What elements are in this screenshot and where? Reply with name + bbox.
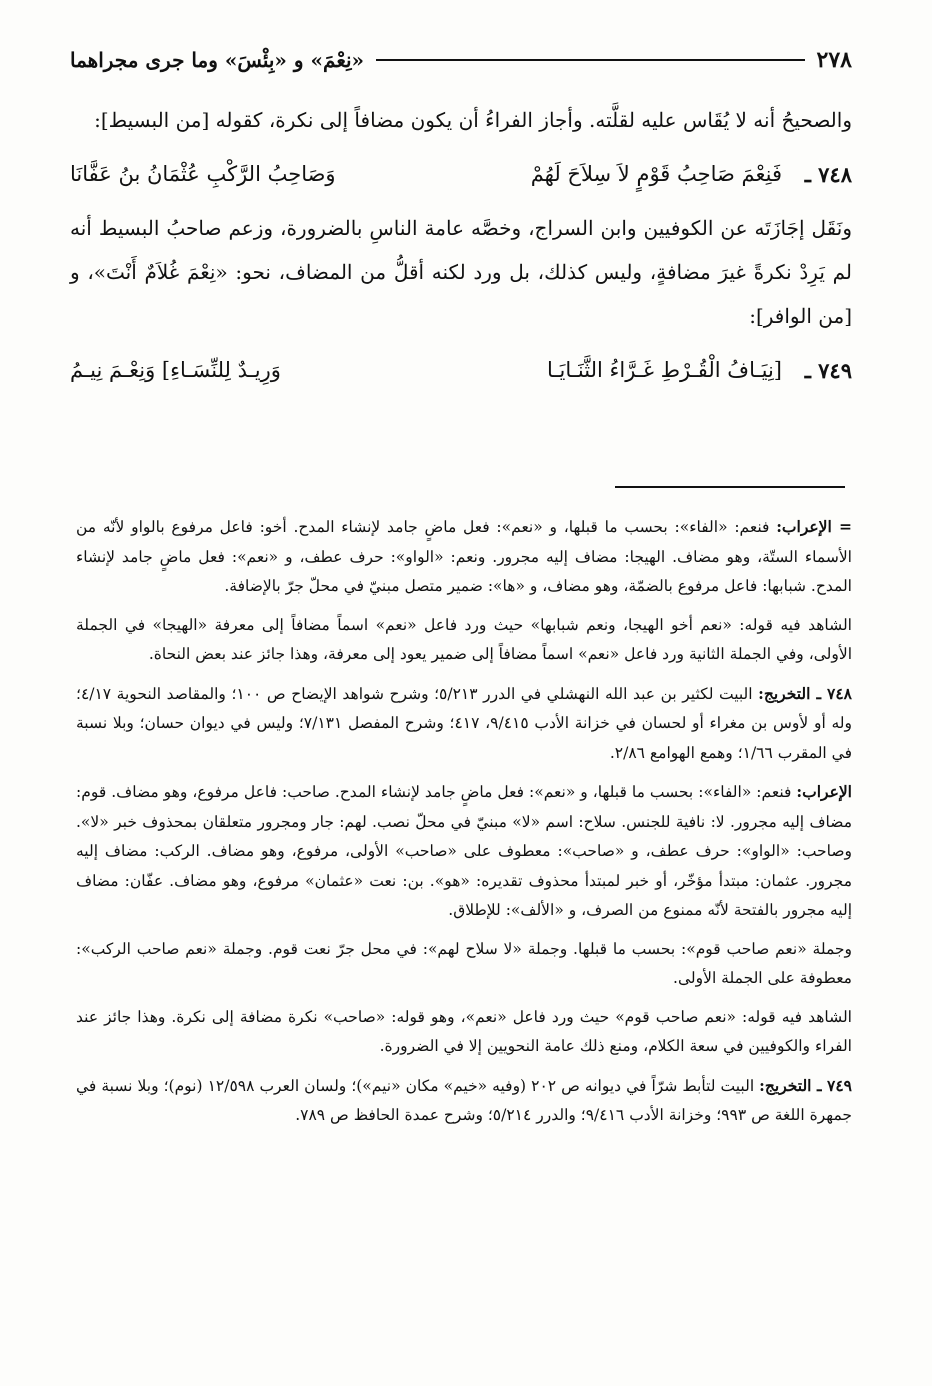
verse-number: ٧٤٩ ـ: [804, 357, 852, 383]
note-text: فنعم: «الفاء»: بحسب ما قبلها، و «نعم»: فعل ماضٍ جامد لإنشاء المدح. صاحب: فاعل مرفوع، وهو مضاف. قوم: مضاف إليه مجرور. لا: نافية للجنس. سلاح: اسم «لا» مبنيّ في محلّ نصب. لهم: جار ومجرور متعلقان بمحذوف خبر «لا». وصاحب: «الواو»: حرف عطف، و «صاحب»: معطوف على «صاحب» الأولى، مرفوع، وهو مضاف. الركب: مضاف إليه مجرور. عثمان: مبتدأ مؤخّر، أو خبر لمبتدأ محذوف تقديره: «هو». بن: نعت «عثمان» مرفوع، وهو مضاف. عفّان: مضاف إليه مجرور بالفتحة لأنّه ممنوع من الصرف، و «الألف»: للإطلاق.: [76, 783, 852, 919]
note-heading: = الإعراب:: [776, 517, 852, 536]
verse-748: [70, 142, 852, 206]
header-rule: [376, 59, 805, 61]
footnote-takhrij-748: [76, 679, 852, 769]
paragraph-2: ونَقَل إجَازَتَه عن الكوفيين وابن السراج، وخصَّه عامة الناسِ بالضرورة، وزعم صاحبُ البسيط أنه لم يَرِدْ نكرةً غيرَ مضافةٍ، وليس كذلك، بل ورد لكنه أقلُّ من المضاف، نحو: «نِعْمَ غُلاَمٌ أَنْتَ»، و [من الوافر]:: [70, 216, 853, 328]
footnote-irab: [76, 512, 852, 602]
verse-hemistich-2: وَصَاحِبُ الرَّكْبِ عُثْمَانُ بنُ عَفَّانَا: [70, 162, 336, 186]
running-title: «نِعْمَ» و «بِئْسَ» وما جرى مجراهما: [70, 48, 365, 72]
footnote-jumal-748: [76, 935, 852, 994]
main-text: [70, 98, 852, 402]
note-text: البيت لكثير بن عبد الله النهشلي في الدرر ٥/٢١٣؛ وشرح شواهد الإيضاح ص ١٠٠؛ والمقاصد النحوية ٤/١٧؛ وله أو لأوس بن مغراء أو لحسان في خزانة الأدب ٩/٤١٥، ٤١٧؛ وشرح المفصل ٧/١٣١؛ وليس في ديوان حسان؛ وبلا نسبة في المقرب ١/٦٦؛ وهمع الهوامع ٢/٨٦.: [76, 684, 853, 762]
footnote-irab-748: [76, 777, 852, 926]
note-text: الشاهد فيه قوله: «نعم صاحب قوم» حيث ورد فاعل «نعم»، وهو قوله: «صاحب» نكرة مضافة إلى نكرة. وهذا جائز عند الفراء والكوفيين في سعة الكلام، ومنع ذلك عامة النحويين إلا في الضرورة.: [76, 1007, 852, 1055]
paragraph-1: والصحيحُ أنه لا يُقَاس عليه لقلَّته. وأجاز الفراءُ أن يكون مضافاً إلى نكرة، كقوله [من البسيط]:: [94, 108, 852, 132]
verse-749: [70, 338, 852, 402]
note-heading: ٧٤٩ ـ التخريج:: [759, 1075, 853, 1095]
verse-hemistich-2: وَرِيـدٌ لِلنِّسَـاءِ] وَنِعْـمَ نِيـمُ: [70, 358, 281, 382]
footnote-shahid-748: [76, 1003, 852, 1062]
footnote-shahid: [76, 611, 852, 670]
note-text: الشاهد فيه قوله: «نعم أخو الهيجا، ونعم شبابها» حيث ورد فاعل «نعم» اسماً مضافاً إلى معرفة «الهيجا» في الجملة الأولى، وفي الجملة الثانية ورد فاعل «نعم» اسماً مضافاً إلى ضمير يعود إلى معرفة، وهذا جائز عند بعض النحاة.: [76, 615, 852, 663]
footnotes: [76, 512, 852, 1140]
page-header: [70, 42, 852, 78]
verse-number: ٧٤٨ ـ: [804, 161, 852, 187]
note-heading: ٧٤٨ ـ التخريج:: [758, 683, 853, 703]
note-heading: الإعراب:: [796, 782, 852, 801]
page-number: ٢٧٨: [816, 47, 852, 73]
footnote-rule: [615, 486, 845, 488]
footnote-takhrij-749: [76, 1071, 852, 1131]
verse-hemistich-1: [نِيَـافُ الْقُـرْطِ غَـرَّاءُ الثَّنَـايَـا: [546, 358, 782, 382]
note-text: فنعم: «الفاء»: بحسب ما قبلها، و «نعم»: فعل ماضٍ جامد لإنشاء المدح. أخو: فاعل مرفوع بالواو لأنّه من الأسماء الستّة، وهو مضاف. الهيجا: مضاف إليه مجرور. ونعم: «الواو»: حرف عطف، و «نعم»: فعل ماضٍ جامد لإنشاء المدح. شبابها: فاعل مرفوع بالضمّة، وهو مضاف، و «ها»: ضمير متصل مبنيّ في محلّ جرّ بالإضافة.: [76, 518, 852, 595]
note-text: البيت لتأبط شرّاً في ديوانه ص ٢٠٢ (وفيه «خيم» مكان «نيم»)؛ ولسان العرب ١٢/٥٩٨ (نوم)؛ وبلا نسبة في جمهرة اللغة ص ٩٩٣؛ وخزانة الأدب ٩/٤١٦؛ والدرر ٥/٢١٤؛ وشرح عمدة الحافظ ص ٧٨٩.: [76, 1076, 852, 1124]
verse-hemistich-1: فَنِعْمَ صَاحِبُ قَوْمٍ لاَ سِلاَحَ لَهُمْ: [530, 162, 782, 186]
note-text: وجملة «نعم صاحب قوم»: بحسب ما قبلها. وجملة «لا سلاح لهم»: في محل جرّ نعت قوم. وجملة «نعم صاحب الركب»: معطوفة على الجملة الأولى.: [76, 939, 852, 987]
